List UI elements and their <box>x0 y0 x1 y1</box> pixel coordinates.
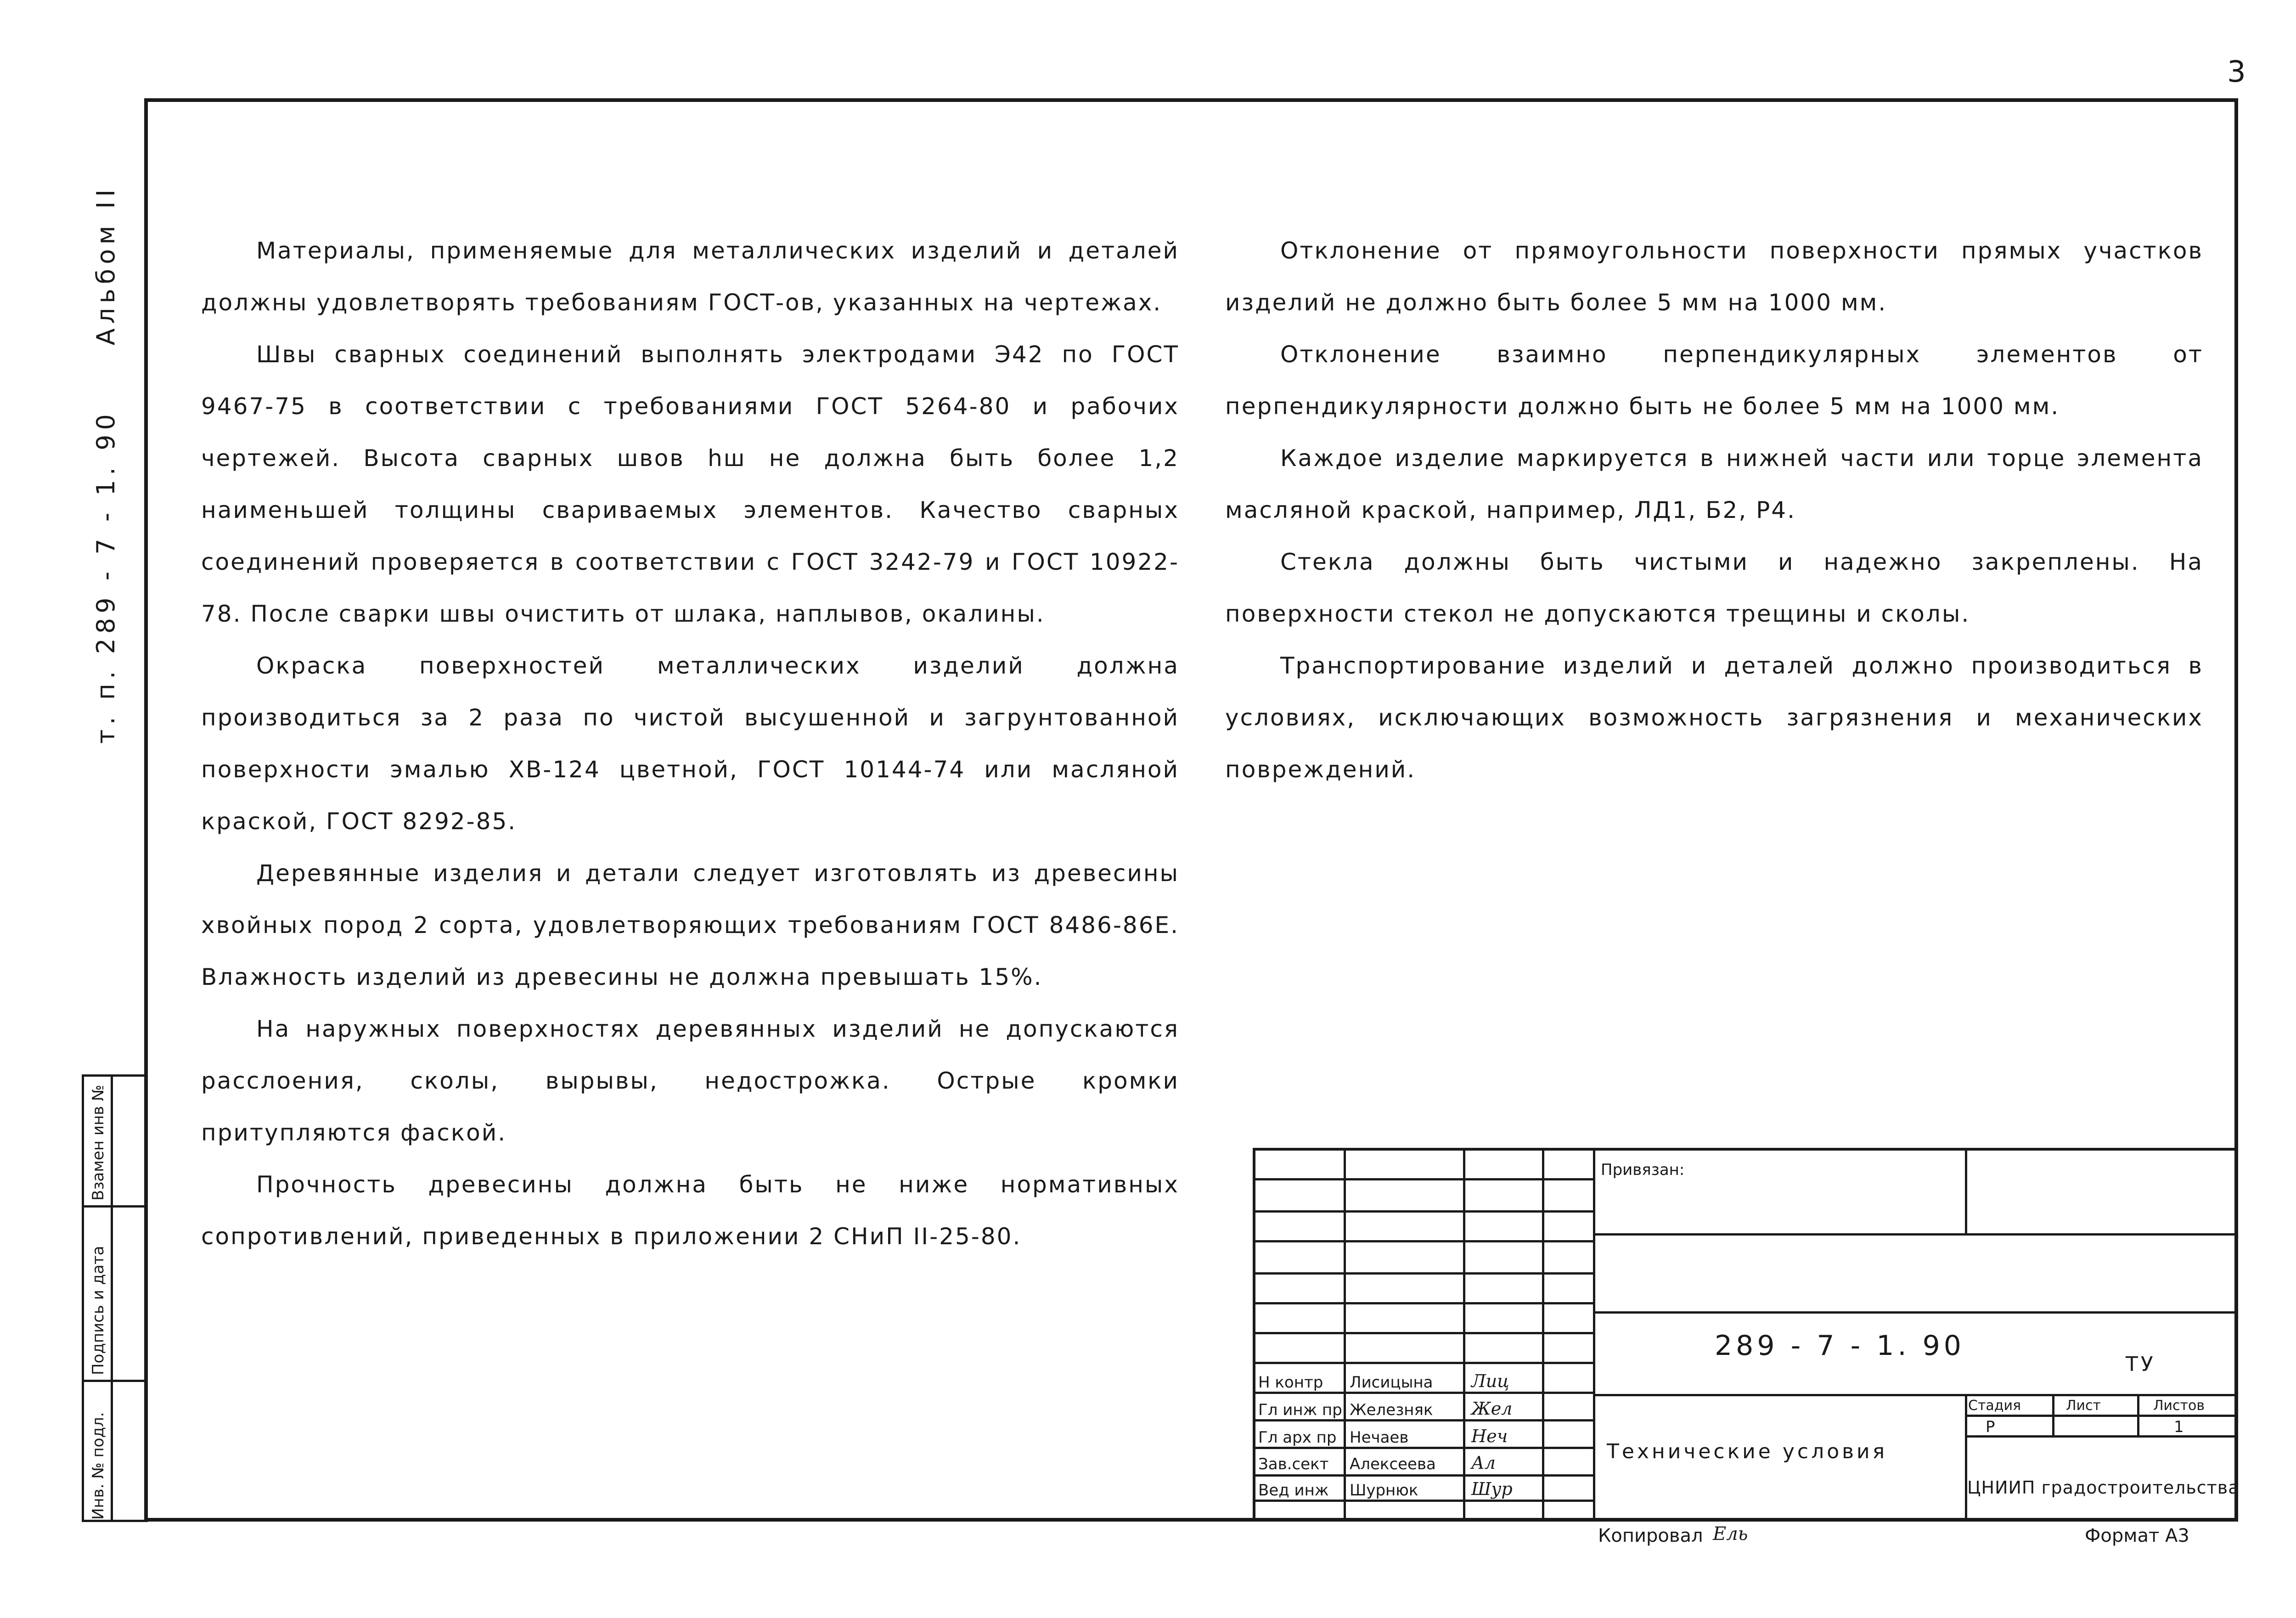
sheets-header: Листов <box>2153 1398 2205 1414</box>
side-label <box>87 185 124 744</box>
grid-line <box>1593 1394 2235 1396</box>
signature: Неч <box>1471 1426 1508 1446</box>
grid-line <box>1965 1394 1967 1519</box>
paragraph-surfaces: На наружных поверхностях деревянных изделий не допускаются расслоения, сколы, вырывы, недострожка. Острые кромки притупляются фаской. <box>201 1016 1179 1146</box>
grid-line <box>1593 1311 2235 1314</box>
paragraph-rectangularity: Отклонение от прямоугольности поверхности прямых участков изделий не должно быть более 5 мм на 1000 мм. <box>1225 237 2203 316</box>
paragraph-strength: Прочность древесины должна быть не ниже нормативных сопротивлений, приведенных в приложении 2 СНиП II-25-80. <box>201 1171 1179 1250</box>
inv-no-label: Инв. № подл. <box>89 1412 107 1520</box>
grid-line <box>1255 1447 1593 1449</box>
grid-line <box>1965 1415 2235 1417</box>
paragraph-glass: Стекла должны быть чистыми и надежно закреплены. На поверхности стекол не допускаются трещины и сколы. <box>1225 549 2203 627</box>
person-name: Шурнюк <box>1350 1481 1418 1500</box>
grid-line <box>1255 1362 1593 1364</box>
title-block <box>1253 1148 2238 1522</box>
side-label-code: т. п. 289 - 7 - 1. 90 <box>91 410 120 744</box>
grid-line <box>1255 1302 1593 1304</box>
paragraph-welds: Швы сварных соединений выполнять электродами Э42 по ГОСТ 9467-75 в соответствии с требованиями ГОСТ 5264-80 и рабочих чертежей. Высота сварных швов hш не должна быть более 1,2 наименьшей толщины свариваемых элементов. Качество сварных соединений проверяется в соответствии с ГОСТ 3242-79 и ГОСТ 10922-78. После сварки швы очистить от шлака, наплывов, окалины. <box>201 341 1179 627</box>
person-name: Железняк <box>1350 1401 1433 1419</box>
grid-line <box>1593 1151 1595 1519</box>
grid-line <box>1255 1210 1593 1213</box>
paragraph-wood: Деревянные изделия и детали следует изготовлять из древесины хвойных пород 2 сорта, удовлетворяющих требованиям ГОСТ 8486-86Е. Влажность изделий из древесины не должна превышать 15%. <box>201 860 1179 990</box>
role-label: Гл инж пр <box>1258 1401 1342 1419</box>
signature: Жел <box>1471 1399 1513 1419</box>
sheets-value: 1 <box>2174 1418 2184 1436</box>
grid-line <box>1255 1272 1593 1275</box>
copied-signature: Ель <box>1713 1523 1748 1545</box>
grid-line <box>1542 1151 1544 1519</box>
grid-line <box>1255 1392 1593 1394</box>
side-stamp <box>82 1074 148 1522</box>
copied-label: Копировал <box>1598 1525 1703 1546</box>
role-label: Вед инж <box>1258 1481 1329 1500</box>
organization-name: ЦНИИП градостроительства <box>1967 1478 2240 1498</box>
privyazan-label: Привязан: <box>1601 1161 1685 1179</box>
grid-line <box>1463 1151 1465 1519</box>
grid-line <box>1593 1233 2235 1236</box>
grid-line <box>1255 1178 1593 1180</box>
grid-line <box>1255 1474 1593 1477</box>
grid-line <box>1255 1332 1593 1334</box>
side-stamp-divider <box>111 1077 113 1520</box>
paragraph-perpendicularity: Отклонение взаимно перпендикулярных элементов от перпендикулярности должно быть не более 5 мм на 1000 мм. <box>1225 341 2203 420</box>
person-name: Лисицына <box>1350 1373 1433 1392</box>
grid-line <box>1255 1419 1593 1421</box>
stage-header: Стадия <box>1968 1398 2021 1414</box>
signature: Шур <box>1471 1479 1513 1499</box>
grid-line <box>1255 1500 1593 1502</box>
grid-line <box>1965 1435 2235 1438</box>
document-code: 289 - 7 - 1. 90 <box>1715 1330 1965 1362</box>
sheet-header: Лист <box>2066 1398 2101 1414</box>
role-label: Гл арх пр <box>1258 1428 1337 1447</box>
paragraph-marking: Каждое изделие маркируется в нижней части или торце элемента масляной краской, например, ЛД1, Б2, Р4. <box>1225 445 2203 523</box>
person-name: Алексеева <box>1350 1455 1436 1473</box>
page-number: 3 <box>2227 55 2246 89</box>
signature: Ал <box>1471 1453 1496 1473</box>
role-label: Н контр <box>1258 1373 1323 1392</box>
replaced-inv-label: Взамен инв № <box>89 1084 107 1201</box>
stage-value: Р <box>1986 1418 1995 1436</box>
grid-line <box>1965 1151 1967 1233</box>
paragraph-materials: Материалы, применяемые для металлических изделий и деталей должны удовлетворять требованиям ГОСТ-ов, указанных на чертежах. <box>201 237 1179 316</box>
text-column-left <box>201 225 1179 1263</box>
side-label-album: Альбом II <box>91 185 120 346</box>
text-column-right <box>1225 225 2203 796</box>
paragraph-transport: Транспортирование изделий и деталей должно производиться в условиях, исключающих возможность загрязнения и механических повреждений. <box>1225 652 2203 783</box>
grid-line <box>1255 1240 1593 1242</box>
document-title: Технические условия <box>1607 1440 1888 1463</box>
signature: Лиц <box>1471 1371 1509 1391</box>
grid-line <box>1344 1151 1346 1519</box>
signature-date-label: Подпись и дата <box>89 1246 107 1375</box>
person-name: Нечаев <box>1350 1428 1409 1447</box>
format-label: Формат А3 <box>2085 1525 2189 1546</box>
paragraph-painting: Окраска поверхностей металлических изделий должна производиться за 2 раза по чистой высушенной и загрунтованной поверхности эмалью ХВ-124 цветной, ГОСТ 10144-74 или масляной краской, ГОСТ 8292-85. <box>201 652 1179 835</box>
document-type: ТУ <box>2126 1353 2156 1376</box>
role-label: Зав.сект <box>1258 1455 1329 1473</box>
